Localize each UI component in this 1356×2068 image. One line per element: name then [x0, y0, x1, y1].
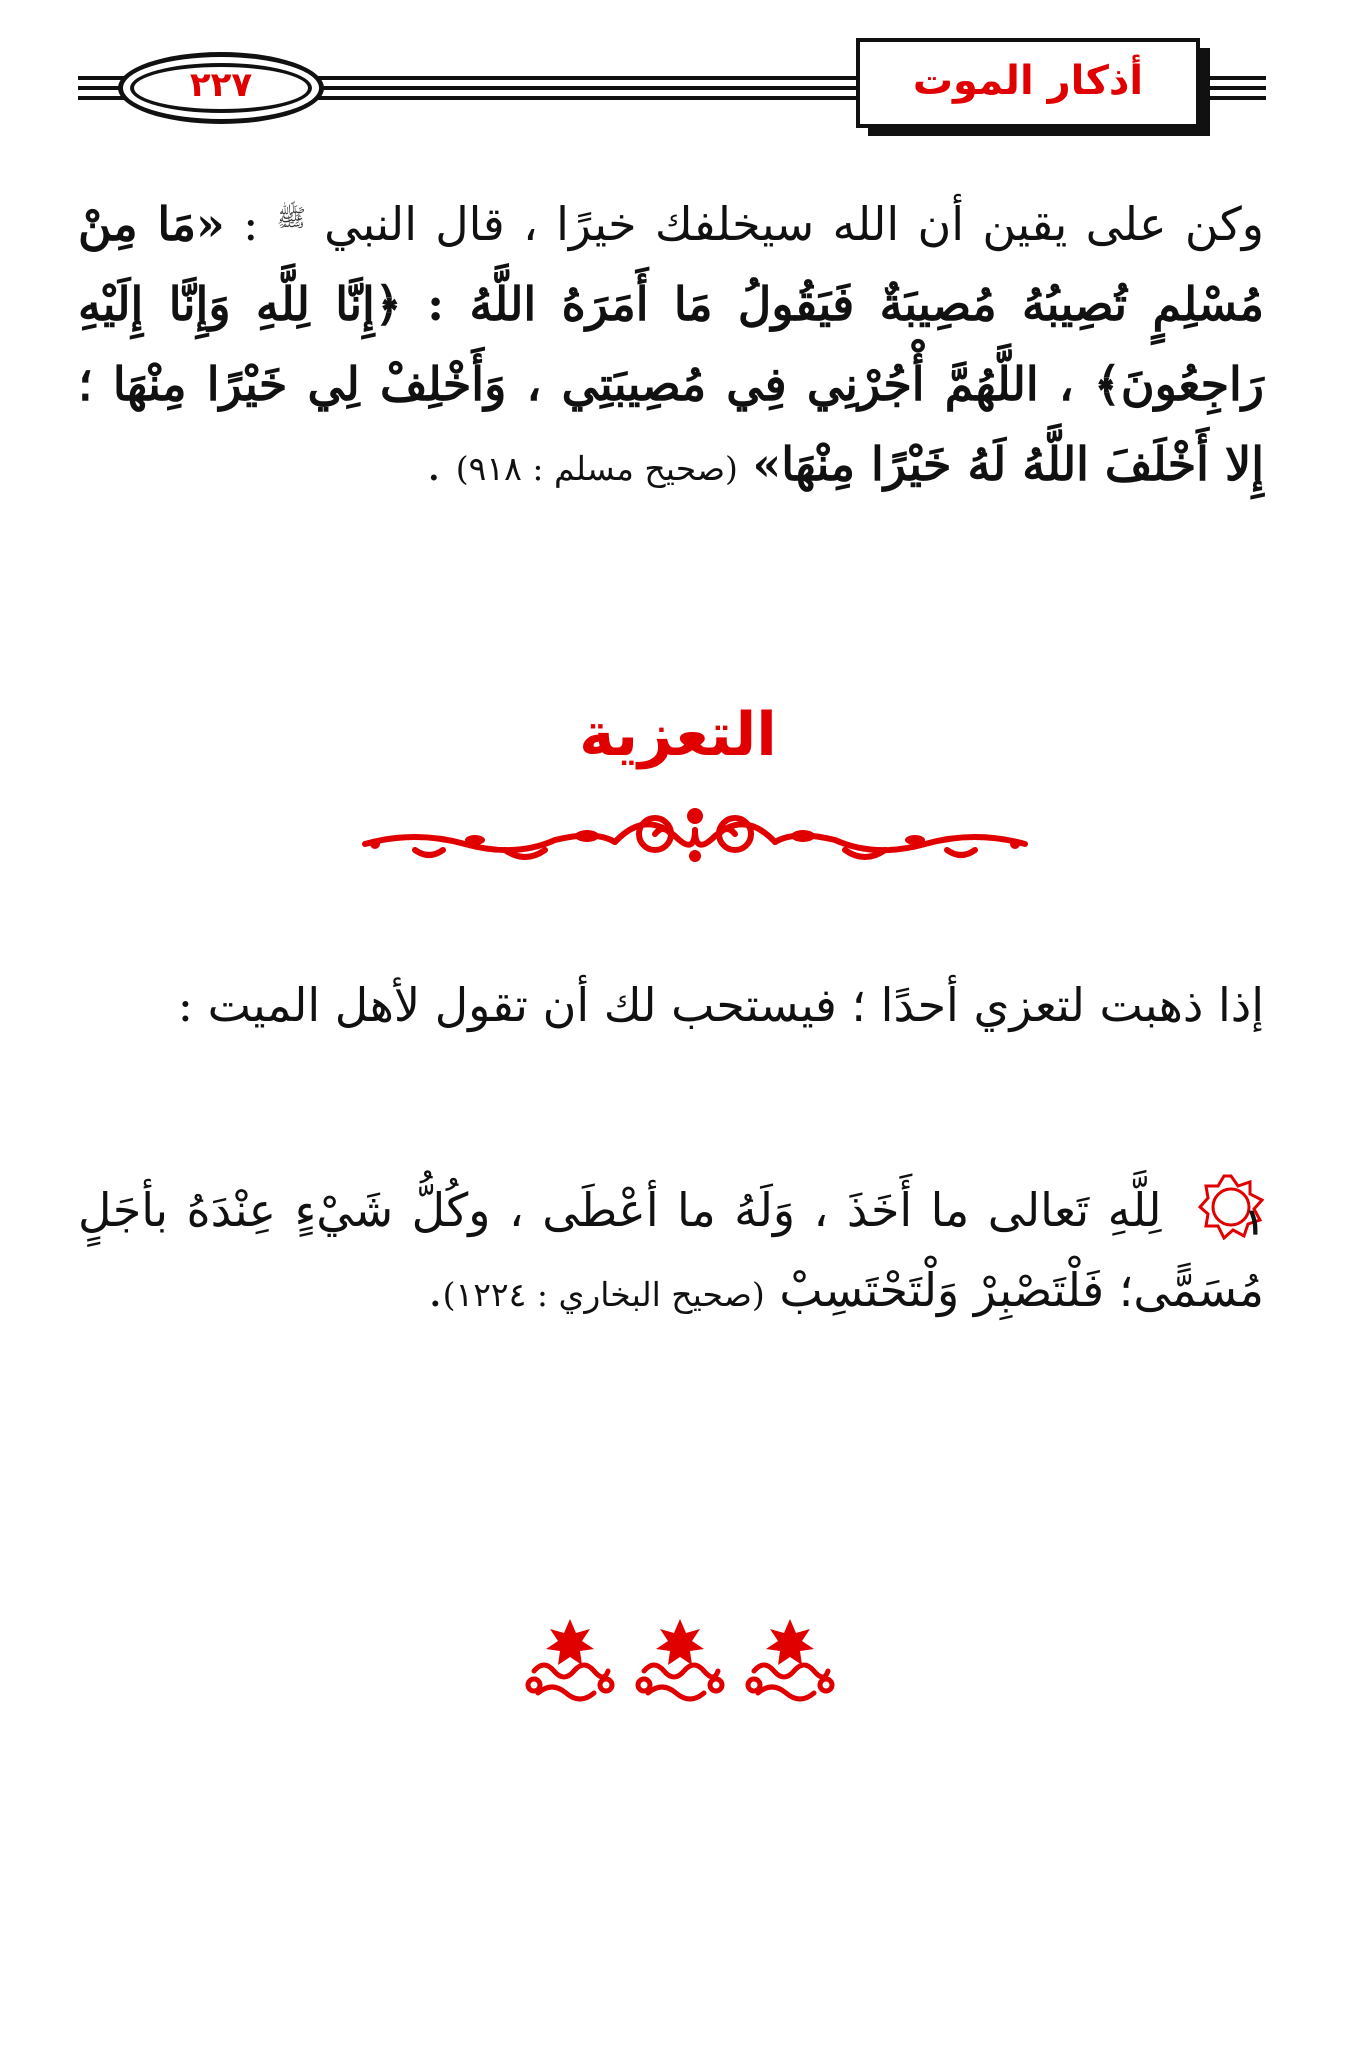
condolence-intro-text: إذا ذهبت لتعزي أحدًا ؛ فيستحب لك أن تقول لأهل الميت :: [177, 978, 1264, 1032]
condolence-dhikr-text: لِلَّهِ تَعالى ما أَخَذَ ، وَلَهُ ما أعْطَى ، وكُلُّ شَيْءٍ عِنْدَهُ بأجَلٍ مُسَمًّى؛ فَلْتَصْبِرْ وَلْتَحْتَسِبْ: [78, 1183, 1264, 1317]
item-number-badge: [1198, 1174, 1264, 1243]
condolence-reference: (صحيح البخاري : ١٢٢٤): [442, 1275, 765, 1314]
intro-colon: :: [243, 197, 259, 251]
condolence-intro-paragraph: [78, 965, 1264, 1045]
intro-paragraph: [78, 178, 1264, 509]
floral-ornament-icon: [520, 1615, 620, 1705]
chapter-title-box: [856, 38, 1200, 128]
paragraph-end: .: [426, 437, 456, 491]
page-header: [78, 30, 1266, 142]
floral-ornament-icon: [740, 1615, 840, 1705]
chapter-title: أذكار الموت: [912, 58, 1144, 104]
page-number-oval: [118, 52, 324, 124]
item-number: ١: [1244, 1201, 1264, 1243]
page-number: ٢٢٧: [189, 65, 253, 105]
intro-text: وكن على يقين أن الله سيخلفك خيرًا ، قال النبي: [324, 197, 1264, 251]
section-divider-ornament: [355, 800, 1035, 874]
hadith-reference: (صحيح مسلم : ٩١٨): [455, 449, 738, 488]
salutation-honorific: ﷺ: [276, 204, 306, 232]
section-title: التعزية: [579, 700, 777, 770]
paragraph-end: .: [427, 1263, 443, 1317]
floral-ornament-icon: [630, 1615, 730, 1705]
hadith-text: «مَا مِنْ مُسْلِمٍ تُصِيبُهُ مُصِيبَةٌ فَيَقُولُ مَا أَمَرَهُ اللَّهُ : ﴿إِنَّا لِلَّهِ وَإِنَّا إِلَيْهِ رَاجِعُونَ﴾ ، اللَّهُمَّ أْجُرْنِي فِي مُصِيبَتِي ، وَأَخْلِفْ لِي خَيْرًا مِنْهَا ؛ إِلا أَخْلَفَ اللَّهُ لَهُ خَيْرًا مِنْهَا»: [78, 197, 1264, 491]
condolence-dhikr-paragraph: [78, 1170, 1264, 1335]
